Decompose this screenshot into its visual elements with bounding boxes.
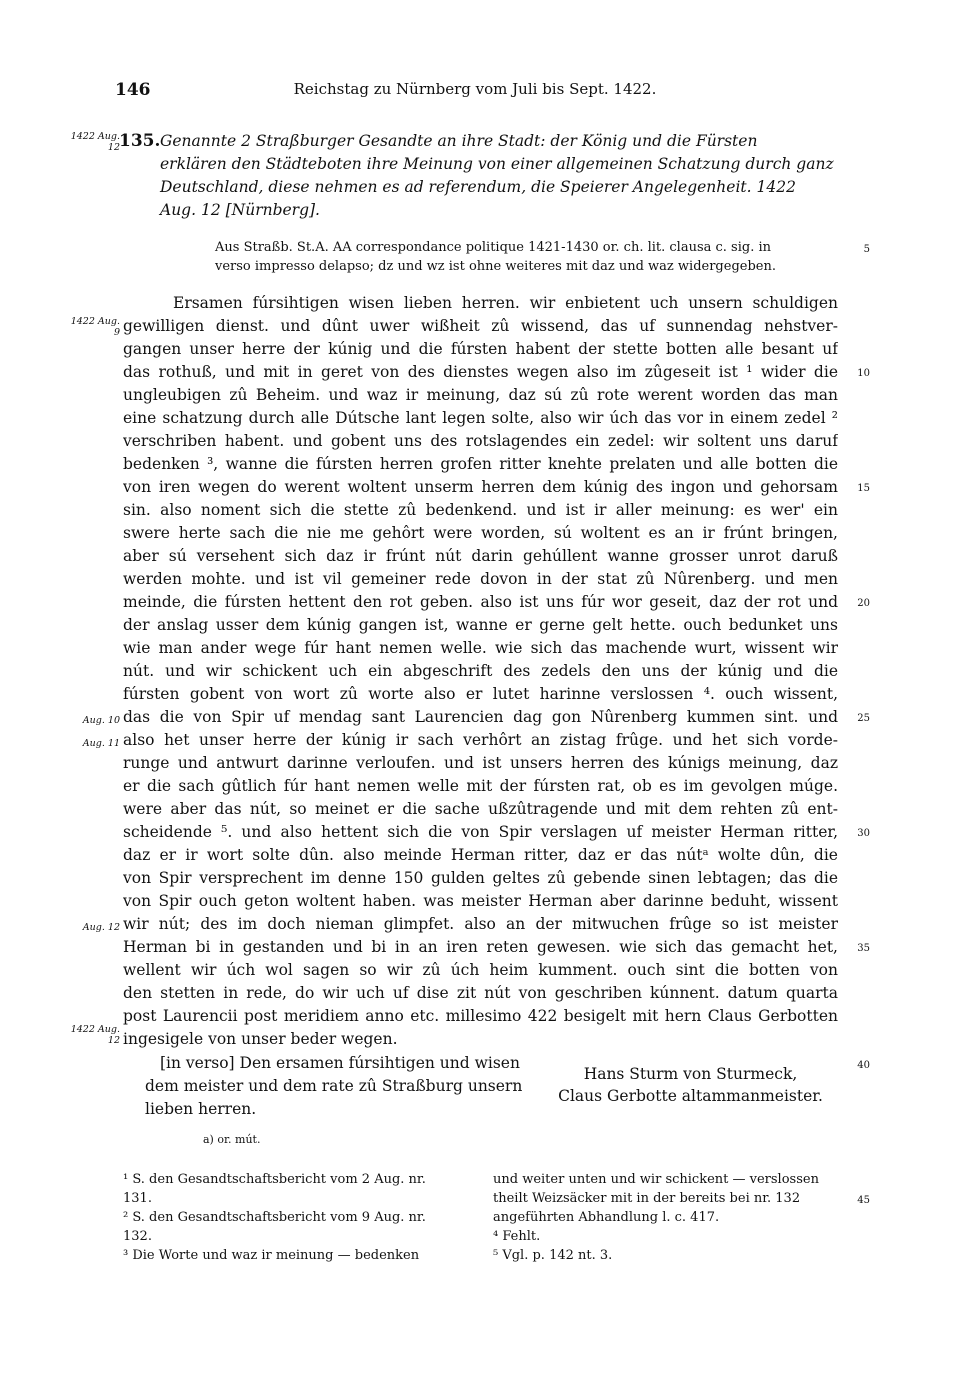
footnote-line: ¹ S. den Gesandtschaftsbericht vom 2 Aug. nr. (123, 1172, 426, 1187)
title-line: Genannte 2 Straßburger Gesandte an ihre Stadt: der König und die Fürsten (160, 132, 758, 150)
body-line: werden mohte. und ist vil gemeiner rede dovon in der stat zû Nûrenberg. und men (123, 570, 838, 588)
source-line: Aus Straßb. St.A. AA correspondance politique 1421-1430 or. ch. lit. clausa c. sig. in (215, 240, 771, 255)
title-line: erklären den Städteboten ihre Meinung von einer allgemeinen Schatzung durch ganz (160, 155, 834, 173)
body-line: das die von Spir uf mendag sant Laurencien dag gon Nûrenberg kummen sint. und (123, 708, 838, 726)
page-header (115, 80, 835, 104)
body-line: meinde, die fúrsten hettent den rot geben. also ist uns fúr wor geseit, daz der rot und (123, 593, 838, 611)
line-number: 45 (857, 1195, 870, 1206)
body-line: ungleubigen zû Beheim. und waz ir meinung, daz sú zû rote werent worden das man (123, 386, 838, 404)
line-number: 30 (857, 828, 870, 839)
footnote-line: ⁴ Fehlt. (493, 1229, 541, 1244)
body-line: gewilligen dienst. und dûnt uwer wißheit zû wissend, das uf sunnendag nehstver- (123, 317, 838, 335)
body-line: von iren wegen do werent woltent unserm herren dem kúnig des ingon und gehorsam (123, 478, 838, 496)
source-line: verso impresso delapso; dz und wz ist ohne weiteres mit daz und waz widergegeben. (215, 259, 776, 274)
footnote-line: und weiter unten und wir schickent — verslossen (493, 1172, 819, 1187)
line-number: 25 (857, 713, 870, 724)
line-number: 35 (857, 943, 870, 954)
signers-block (548, 1063, 833, 1107)
verso-line: lieben herren. (145, 1100, 257, 1118)
body-line: post Laurencii post meridiem anno etc. millesimo 422 besigelt mit hern Claus Gerbotten (123, 1007, 838, 1025)
body-line: were aber das nút, so meinet er die sache ußzûtragende und mit dem rehten zû ent- (123, 800, 838, 818)
body-line: eine schatzung durch alle Dútsche lant legen solte, also wir úch das vor in einem zedel ² (123, 409, 838, 427)
body-line: gangen unser herre der kúnig und die fúrsten habent der stette botten alle besant uf (123, 340, 838, 358)
margin-date-title: 1422 Aug. 12 (70, 131, 120, 153)
body-line: Herman bi in gestanden und bi in an iren reten gewesen. wie sich das gemacht het, (123, 938, 838, 956)
letter-body (123, 292, 838, 1051)
footnote-line: angeführten Abhandlung l. c. 417. (493, 1210, 720, 1225)
body-line: von Spir versprechent im denne 150 gulden geltes zû gebende sinen lebtagen; das die (123, 869, 838, 887)
line-number: 40 (857, 1060, 870, 1071)
margin-date: Aug. 10 (82, 715, 120, 726)
body-line: daz er ir wort solte dûn. also meinde Herman ritter, daz er das nútᵃ wolte dûn, die (123, 846, 838, 864)
variant-note: a) or. mút. (203, 1133, 261, 1146)
body-line: wir nút; des im doch nieman glimpfet. also an der mitwuchen frûge so ist meister (123, 915, 838, 933)
body-line: sin. also noment sich die stette zû bedenkend. und ist ir aller meinung: es wer' ein (123, 501, 838, 519)
document-number: 135. (119, 131, 161, 151)
footnote-line: 132. (123, 1229, 152, 1244)
body-line: wellent wir úch wol sagen so wir zû úch heim kumment. ouch sint die botten von (123, 961, 838, 979)
margin-date: Aug. 12 (82, 922, 120, 933)
body-line: bedenken ³, wanne die fúrsten herren grofen ritter knehte prelaten und alle botten die (123, 455, 838, 473)
line-number: 20 (857, 598, 870, 609)
body-line: runge und antwurt darinne verloufen. und ist unsers herren des kúnigs meinung, daz (123, 754, 838, 772)
body-line: den stetten in rede, do wir uch uf dise zit nút von geschriben kúnnent. datum quarta (123, 984, 838, 1002)
running-title: Reichstag zu Nürnberg vom Juli bis Sept. 1422. (293, 80, 657, 98)
line-number: 10 (857, 368, 870, 379)
footnotes-left (123, 1170, 468, 1265)
footnote-line: theilt Weizsäcker mit in der bereits bei nr. 132 (493, 1191, 801, 1206)
body-line: also het unser herre der kúnig ir sach verhôrt an zistag frûge. und het sich vorde- (123, 731, 838, 749)
page-number: 146 (115, 80, 151, 100)
body-line: aber sú versehent sich daz ir frúnt nút darin gehúllent wanne grosser unrot daruß (123, 547, 838, 565)
footnote-line: ³ Die Worte und waz ir meinung — bedenken (123, 1248, 420, 1263)
footnote-line: ⁵ Vgl. p. 142 nt. 3. (493, 1248, 613, 1263)
footnote-line: 131. (123, 1191, 152, 1206)
source-note (215, 238, 845, 276)
footnotes-right (493, 1170, 833, 1265)
signer-line: Hans Sturm von Sturmeck, (583, 1065, 798, 1083)
document-title (119, 130, 840, 222)
signer-line: Claus Gerbotte altammanmeister. (558, 1087, 823, 1105)
body-line: er die sach gûtlich fúr hant nemen welle mit der fúrsten rat, ob es im gevolgen múge. (123, 777, 838, 795)
verso-line: [in verso] Den ersamen fúrsihtigen und wisen (160, 1054, 520, 1072)
margin-date: 1422 Aug. 9 (70, 316, 120, 338)
footnote-line: ² S. den Gesandtschaftsbericht vom 9 Aug. nr. (123, 1210, 426, 1225)
verso-address (145, 1052, 540, 1121)
line-number: 15 (857, 483, 870, 494)
body-line: der anslag usser dem kúnig gangen ist, wanne er gerne gelt hette. ouch bedunket uns (123, 616, 838, 634)
margin-date: 1422 Aug. 12 (70, 1024, 120, 1046)
body-line: scheidende ⁵. und also hettent sich die von Spir verslagen uf meister Herman ritter, (123, 823, 838, 841)
body-line: swere herte sach die nie me gehôrt were worden, sú woltent es an ir frúnt bringen, (123, 524, 838, 542)
body-line: von Spir ouch geton woltent haben. was meister Herman aber darinne beduht, wissent (123, 892, 838, 910)
title-line: Aug. 12 [Nürnberg]. (160, 201, 320, 219)
body-line: nút. und wir schickent uch ein abgeschrift des zedels den uns der kúnig und die (123, 662, 838, 680)
margin-date: Aug. 11 (82, 738, 120, 749)
body-line: ingesigele von unser beder wegen. (123, 1030, 398, 1048)
body-line: Ersamen fúrsihtigen wisen lieben herren. wir enbietent uch unsern schuldigen (173, 294, 838, 312)
line-number: 5 (863, 244, 870, 255)
body-line: wie man ander wege fúr hant nemen welle. wie sich das machende wurt, wissent wir (123, 639, 838, 657)
body-line: fúrsten gobent von wort zû worte also er lutet harinne verslossen ⁴. ouch wissent, (123, 685, 838, 703)
verso-line: dem meister und dem rate zû Straßburg unsern (145, 1077, 523, 1095)
body-line: verschriben habent. und gobent uns des rotslagendes ein zedel: wir soltent uns daruf (123, 432, 838, 450)
body-line: das rothuß, und mit in geret von des dienstes wegen also im zûgeseit ist ¹ wider die (123, 363, 838, 381)
title-line: Deutschland, diese nehmen es ad referendum, die Speierer Angelegenheit. 1422 (160, 178, 796, 196)
